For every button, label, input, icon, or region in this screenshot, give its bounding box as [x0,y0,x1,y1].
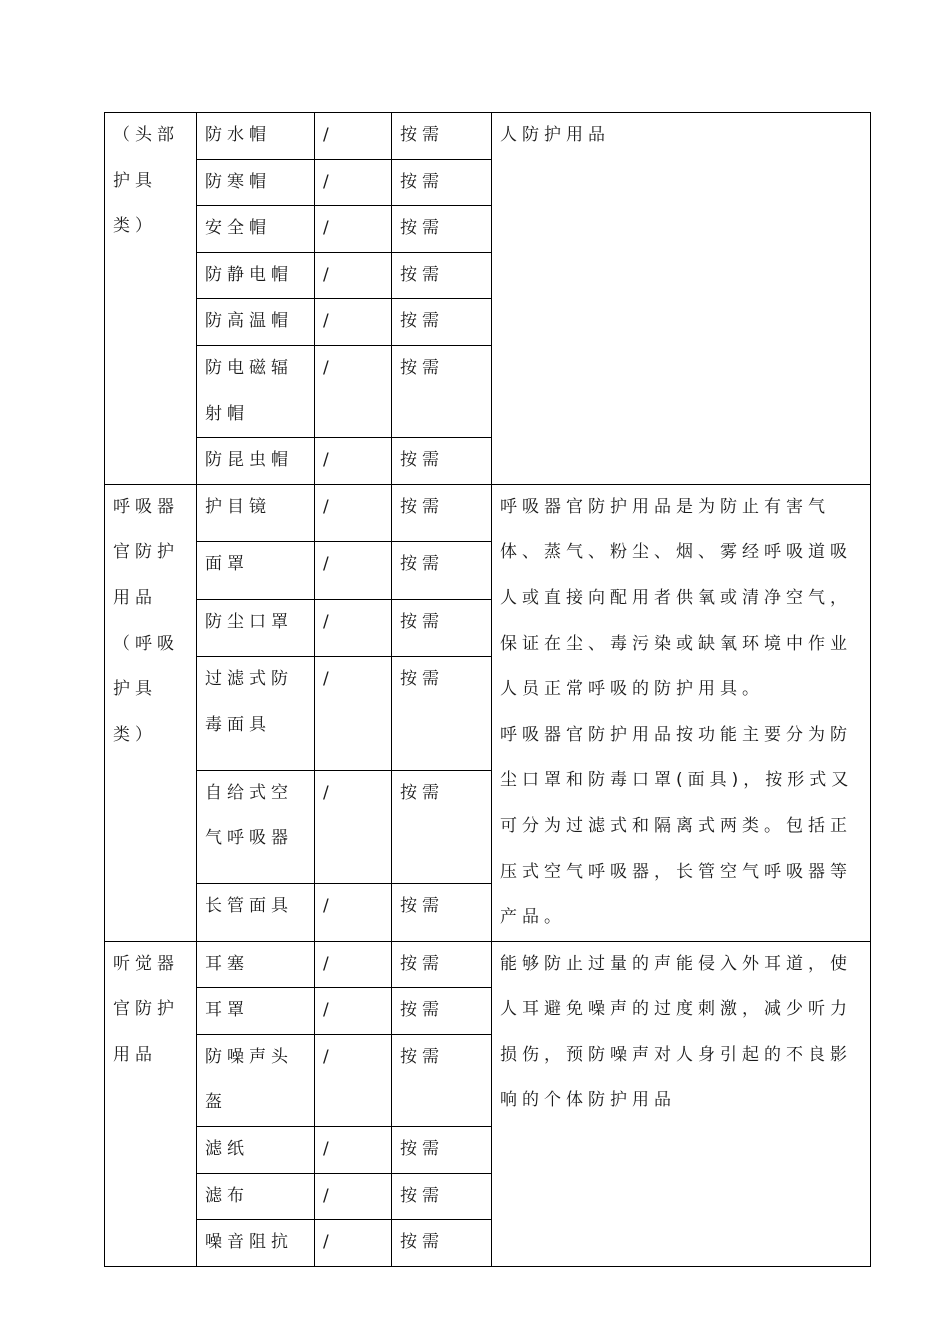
item-name-cell: 长管面具 [197,884,315,941]
quantity-cell: 按需 [392,1127,492,1174]
quantity-cell: 按需 [392,884,492,941]
quantity-cell: 按需 [392,438,492,485]
spec-cell: / [315,657,392,771]
item-name-cell: 护目镜 [197,484,315,541]
description-cell [492,484,871,941]
ppe-table-body [105,113,871,1267]
item-name-cell: 安全帽 [197,206,315,253]
spec-cell: / [315,941,392,988]
quantity-cell: 按需 [392,484,492,541]
item-name-cell: 自给式空气呼吸器 [197,770,315,884]
spec-cell: / [315,542,392,599]
ppe-table [104,112,871,1267]
item-name-cell: 滤布 [197,1173,315,1220]
spec-cell: / [315,438,392,485]
quantity-cell: 按需 [392,299,492,346]
item-name-cell: 防噪声头盔 [197,1034,315,1126]
quantity-cell: 按需 [392,770,492,884]
description-paragraph: 能够防止过量的声能侵入外耳道，使人耳避免噪声的过度刺激，减少听力损伤，预防噪声对人身引起的不良影响的个体防护用品 [500,953,852,1111]
spec-cell: / [315,1173,392,1220]
item-name-cell: 耳罩 [197,988,315,1035]
table-row [105,484,871,541]
quantity-cell: 按需 [392,988,492,1035]
spec-cell: / [315,1034,392,1126]
item-name-cell: 滤纸 [197,1127,315,1174]
table-row [105,941,871,988]
spec-cell: / [315,299,392,346]
quantity-cell: 按需 [392,159,492,206]
spec-cell: / [315,252,392,299]
item-name-cell: 防高温帽 [197,299,315,346]
item-name-cell: 防水帽 [197,113,315,160]
description-cell [492,941,871,1266]
category-cell: （头部护具类） [105,113,197,485]
spec-cell: / [315,1127,392,1174]
spec-cell: / [315,159,392,206]
spec-cell: / [315,345,392,437]
quantity-cell: 按需 [392,941,492,988]
quantity-cell: 按需 [392,252,492,299]
spec-cell: / [315,1220,392,1267]
quantity-cell: 按需 [392,206,492,253]
item-name-cell: 防电磁辐射帽 [197,345,315,437]
quantity-cell: 按需 [392,1034,492,1126]
description-paragraph: 呼吸器官防护用品是为防止有害气体、蒸气、粉尘、烟、雾经呼吸道吸人或直接向配用者供氧或清净空气，保证在尘、毒污染或缺氧环境中作业人员正常呼吸的防护用具。 [500,496,852,700]
item-name-cell: 防尘口罩 [197,599,315,656]
item-name-cell: 防静电帽 [197,252,315,299]
description-paragraph: 呼吸器官防护用品按功能主要分为防尘口罩和防毒口罩(面具)，按形式又可分为过滤式和隔离式两类。包括正压式空气呼吸器，长管空气呼吸器等产品。 [500,724,854,928]
quantity-cell: 按需 [392,345,492,437]
category-cell: 呼吸器官防护用品（呼吸护具类） [105,484,197,941]
spec-cell: / [315,206,392,253]
spec-cell: / [315,770,392,884]
quantity-cell: 按需 [392,657,492,771]
item-name-cell: 面罩 [197,542,315,599]
quantity-cell: 按需 [392,599,492,656]
category-cell: 听觉器官防护用品 [105,941,197,1266]
item-name-cell: 耳塞 [197,941,315,988]
spec-cell: / [315,884,392,941]
spec-cell: / [315,113,392,160]
item-name-cell: 防昆虫帽 [197,438,315,485]
quantity-cell: 按需 [392,1173,492,1220]
spec-cell: / [315,484,392,541]
quantity-cell: 按需 [392,1220,492,1267]
quantity-cell: 按需 [392,542,492,599]
description-cell [492,113,871,485]
spec-cell: / [315,599,392,656]
item-name-cell: 过滤式防毒面具 [197,657,315,771]
item-name-cell: 噪音阻抗 [197,1220,315,1267]
table-row [105,113,871,160]
spec-cell: / [315,988,392,1035]
item-name-cell: 防寒帽 [197,159,315,206]
quantity-cell: 按需 [392,113,492,160]
description-paragraph: 人防护用品 [500,125,610,145]
